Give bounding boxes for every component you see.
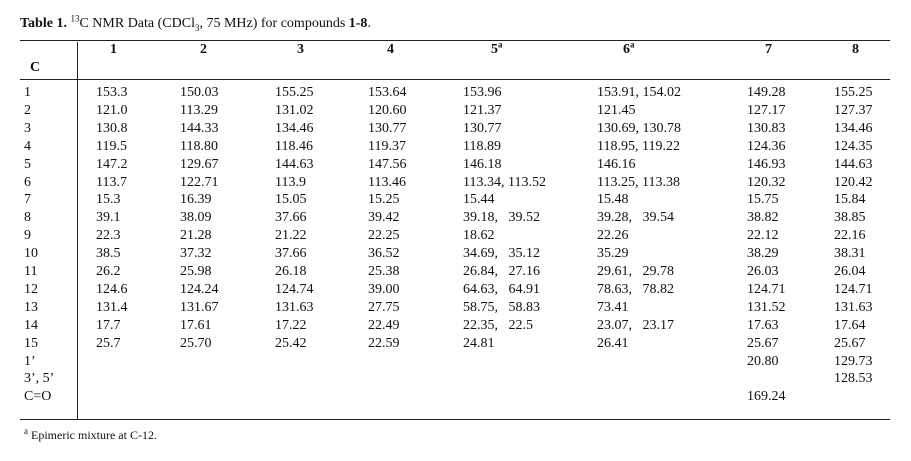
table-cell: 22.3 (96, 228, 121, 244)
table-cell: 124.24 (180, 281, 219, 297)
column-header-label: 5 (491, 42, 498, 57)
row-carbon-label: 15 (24, 335, 38, 351)
caption-text-1: C NMR Data (CDCl (79, 16, 195, 31)
table-cell: 17.22 (275, 317, 307, 333)
table-cell: 121.0 (96, 102, 128, 118)
table-cell: 38.82 (747, 210, 779, 226)
table-cell: 131.67 (180, 299, 219, 315)
row-carbon-label: 13 (24, 299, 38, 315)
table-footnote (24, 428, 157, 443)
table-cell: 29.61, 29.78 (597, 264, 674, 279)
row-carbon-label: 11 (24, 264, 38, 279)
table-cell: 22.16 (834, 228, 866, 244)
table-cell: 25.42 (275, 335, 307, 351)
table-cell: 26.41 (597, 335, 629, 351)
table-cell: 26.2 (96, 264, 121, 279)
table-cell: 124.36 (747, 138, 786, 154)
table-cell: 153.3 (96, 85, 128, 100)
row-carbon-label: 5 (24, 156, 31, 172)
table-cell: 39.1 (96, 210, 121, 226)
table-cell: 15.05 (275, 192, 307, 208)
table-cell: 134.46 (275, 120, 314, 136)
footnote-marker: a (24, 426, 28, 436)
column-header-5 (491, 39, 503, 58)
table-cell: 146.18 (463, 156, 502, 172)
table-cell: 118.89 (463, 138, 501, 154)
table-cell: 129.67 (180, 156, 219, 172)
table-cell: 118.95, 119.22 (597, 138, 680, 154)
column-header-label: 6 (623, 42, 630, 57)
table-cell: 130.69, 130.78 (597, 120, 681, 136)
table-cell: 121.37 (463, 102, 502, 118)
table-cell: 25.38 (368, 264, 400, 279)
row-carbon-label: C=O (24, 389, 52, 405)
column-header-3 (297, 42, 304, 58)
table-cell: 146.16 (597, 156, 636, 172)
column-header-label: 1 (110, 42, 117, 57)
column-header-6 (623, 39, 635, 58)
row-carbon-label: 3 (24, 120, 31, 136)
table-caption (20, 13, 371, 33)
row-header-label: C (30, 60, 41, 75)
caption-compounds: 1-8 (348, 16, 368, 31)
table-cell: 22.35, 22.5 (463, 317, 533, 333)
table-cell: 113.46 (368, 174, 406, 190)
table-cell: 15.44 (463, 192, 495, 208)
table-cell: 131.4 (96, 299, 128, 315)
caption-subscript: 3 (194, 22, 200, 33)
table-cell: 17.61 (180, 317, 212, 333)
table-cell: 26.18 (275, 264, 307, 279)
table-cell: 38.31 (834, 246, 866, 262)
table-cell: 120.32 (747, 174, 786, 190)
table-cell: 144.63 (275, 156, 314, 172)
row-carbon-label: 12 (24, 281, 38, 297)
table-cell: 121.45 (597, 102, 636, 118)
table-cell: 34.69, 35.12 (463, 246, 540, 262)
table-cell: 78.63, 78.82 (597, 281, 674, 297)
table-cell: 130.8 (96, 120, 128, 136)
table-cell: 22.12 (747, 228, 779, 244)
table-column-divider (77, 42, 78, 419)
table-cell: 131.63 (275, 299, 314, 315)
table-cell: 124.35 (834, 138, 873, 154)
table-cell: 18.62 (463, 228, 495, 244)
table-cell: 120.42 (834, 174, 873, 190)
table-cell: 26.84, 27.16 (463, 264, 540, 279)
table-cell: 37.66 (275, 246, 307, 262)
column-header-2 (200, 42, 207, 58)
table-cell: 22.25 (368, 228, 400, 244)
footnote-text: Epimeric mixture at C-12. (28, 428, 157, 442)
table-cell: 130.83 (747, 120, 786, 136)
table-cell: 27.75 (368, 299, 400, 315)
column-header-8 (852, 42, 859, 58)
caption-isotope: 13 (70, 13, 80, 24)
table-cell: 22.26 (597, 228, 629, 244)
table-cell: 17.63 (747, 317, 779, 333)
table-cell: 22.59 (368, 335, 400, 351)
column-header-label: 8 (852, 42, 859, 57)
column-header-7 (765, 42, 772, 58)
row-carbon-label: 2 (24, 102, 31, 118)
table-cell: 124.71 (747, 281, 786, 297)
table-cell: 153.96 (463, 85, 502, 100)
table-cell: 37.32 (180, 246, 212, 262)
column-header-4 (387, 42, 394, 58)
table-cell: 25.98 (180, 264, 212, 279)
table-cell: 36.52 (368, 246, 400, 262)
table-cell: 129.73 (834, 353, 873, 369)
table-cell: 131.63 (834, 299, 873, 315)
row-carbon-label: 1 (24, 85, 31, 100)
table-cell: 15.3 (96, 192, 121, 208)
row-carbon-label: 1’ (24, 353, 36, 369)
table-cell: 124.71 (834, 281, 873, 297)
caption-text-2: , 75 MHz) for compounds (199, 16, 349, 31)
column-header-label: 2 (200, 42, 207, 57)
table-cell: 25.7 (96, 335, 121, 351)
table-cell: 22.49 (368, 317, 400, 333)
table-cell: 131.02 (275, 102, 314, 118)
table-cell: 15.84 (834, 192, 866, 208)
table-cell: 38.29 (747, 246, 779, 262)
table-cell: 130.77 (368, 120, 407, 136)
table-cell: 16.39 (180, 192, 212, 208)
table-cell: 118.46 (275, 138, 313, 154)
table-cell: 155.25 (834, 85, 873, 100)
caption-label: Table 1. (20, 16, 67, 31)
table-cell: 113.29 (180, 102, 218, 118)
table-cell: 149.28 (747, 85, 786, 100)
table-cell: 153.91, 154.02 (597, 85, 681, 100)
table-cell: 26.04 (834, 264, 866, 279)
table-cell: 147.56 (368, 156, 407, 172)
table-cell: 24.81 (463, 335, 495, 351)
table-cell: 21.28 (180, 228, 212, 244)
table-cell: 122.71 (180, 174, 219, 190)
table-cell: 146.93 (747, 156, 786, 172)
row-carbon-label: 7 (24, 192, 31, 208)
column-header-label: 4 (387, 42, 394, 57)
table-cell: 17.64 (834, 317, 866, 333)
table-cell: 39.42 (368, 210, 400, 226)
row-carbon-label: 4 (24, 138, 31, 154)
table-cell: 119.37 (368, 138, 406, 154)
row-carbon-label: 6 (24, 174, 31, 190)
table-cell: 127.37 (834, 102, 873, 118)
table-header-rule (20, 79, 890, 80)
table-cell: 119.5 (96, 138, 127, 154)
table-cell: 127.17 (747, 102, 786, 118)
row-carbon-label: 9 (24, 228, 31, 244)
table-cell: 23.07, 23.17 (597, 317, 674, 333)
column-header-label: 3 (297, 42, 304, 57)
table-cell: 144.33 (180, 120, 219, 136)
table-cell: 153.64 (368, 85, 407, 100)
table-cell: 37.66 (275, 210, 307, 226)
table-cell: 120.60 (368, 102, 407, 118)
caption-end: . (367, 16, 371, 31)
table-cell: 15.25 (368, 192, 400, 208)
table-cell: 147.2 (96, 156, 128, 172)
table-cell: 38.09 (180, 210, 212, 226)
column-header-footnote-marker: a (498, 39, 503, 50)
table-cell: 128.53 (834, 371, 873, 387)
table-cell: 15.75 (747, 192, 779, 208)
row-carbon-label: 8 (24, 210, 31, 226)
row-carbon-label: 3’, 5’ (24, 371, 55, 387)
column-header-1 (110, 42, 117, 58)
table-cell: 130.77 (463, 120, 502, 136)
table-cell: 25.67 (747, 335, 779, 351)
table-cell: 113.34, 113.52 (463, 174, 546, 190)
table-cell: 113.9 (275, 174, 306, 190)
column-header-footnote-marker: a (630, 39, 635, 50)
table-cell: 131.52 (747, 299, 786, 315)
table-cell: 124.6 (96, 281, 128, 297)
table-cell: 113.25, 113.38 (597, 174, 680, 190)
row-carbon-label: 14 (24, 317, 38, 333)
row-carbon-label: 10 (24, 246, 38, 262)
table-cell: 39.18, 39.52 (463, 210, 540, 226)
table-cell: 169.24 (747, 389, 786, 405)
table-cell: 25.70 (180, 335, 212, 351)
table-cell: 21.22 (275, 228, 307, 244)
table-cell: 64.63, 64.91 (463, 281, 540, 297)
table-cell: 124.74 (275, 281, 314, 297)
table-cell: 155.25 (275, 85, 314, 100)
table-cell: 25.67 (834, 335, 866, 351)
table-cell: 20.80 (747, 353, 779, 369)
table-cell: 26.03 (747, 264, 779, 279)
table-cell: 39.00 (368, 281, 400, 297)
table-cell: 38.5 (96, 246, 121, 262)
table-cell: 118.80 (180, 138, 218, 154)
table-cell: 113.7 (96, 174, 127, 190)
table-top-rule (20, 40, 890, 41)
column-header-label: 7 (765, 42, 772, 57)
table-cell: 73.41 (597, 299, 629, 315)
table-cell: 17.7 (96, 317, 121, 333)
table-cell: 15.48 (597, 192, 629, 208)
table-cell: 144.63 (834, 156, 873, 172)
table-cell: 58.75, 58.83 (463, 299, 540, 315)
table-cell: 150.03 (180, 85, 219, 100)
table-cell: 134.46 (834, 120, 873, 136)
table-bottom-rule (20, 419, 890, 420)
table-cell: 38.85 (834, 210, 866, 226)
table-cell: 35.29 (597, 246, 629, 262)
table-cell: 39.28, 39.54 (597, 210, 674, 226)
